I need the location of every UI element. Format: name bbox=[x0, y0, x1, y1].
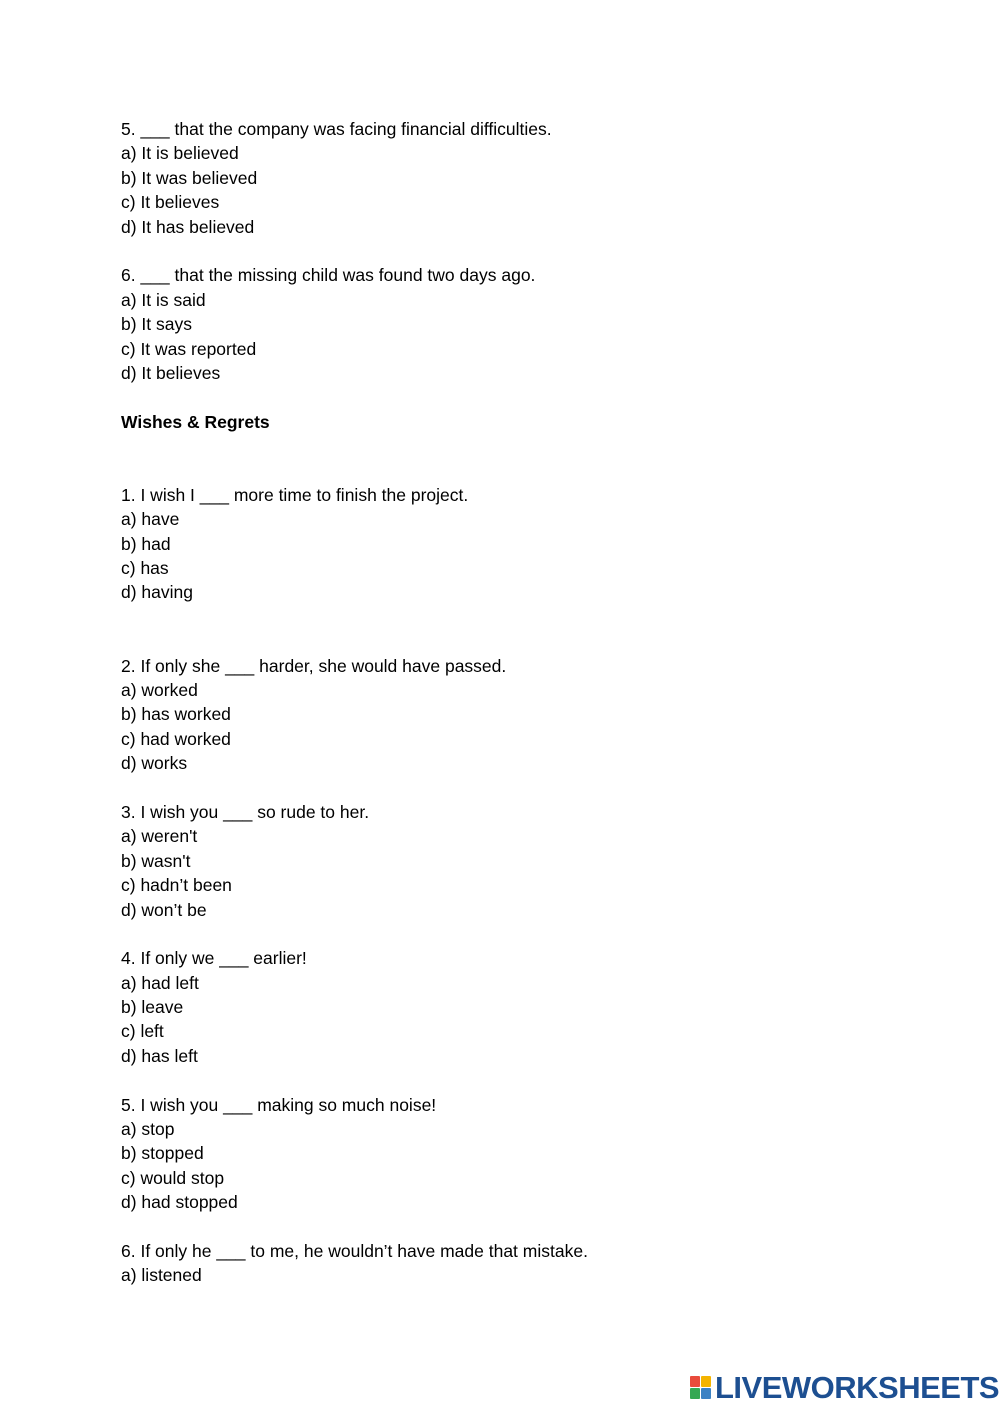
answer-option[interactable]: d) having bbox=[121, 582, 193, 603]
question-block bbox=[121, 946, 941, 1068]
answer-option[interactable]: b) leave bbox=[121, 997, 184, 1018]
answer-option[interactable]: c) hadn’t been bbox=[121, 875, 232, 896]
answer-option[interactable]: d) had stopped bbox=[121, 1192, 238, 1213]
question-text: 4. If only we ___ earlier! bbox=[121, 948, 307, 969]
question-text: 5. I wish you ___ making so much noise! bbox=[121, 1094, 437, 1115]
question-text: 6. ___ that the missing child was found two days ago. bbox=[121, 265, 536, 286]
answer-option[interactable]: d) It has believed bbox=[121, 216, 255, 237]
question-text: 1. I wish I ___ more time to finish the project. bbox=[121, 484, 469, 505]
question-text: 2. If only she ___ harder, she would have passed. bbox=[121, 655, 507, 676]
answer-option[interactable]: c) would stop bbox=[121, 1167, 225, 1188]
answer-option[interactable]: d) won’t be bbox=[121, 899, 207, 920]
question-block bbox=[121, 654, 941, 776]
question-block bbox=[121, 800, 941, 922]
question-block bbox=[121, 483, 941, 605]
answer-option[interactable]: b) had bbox=[121, 533, 171, 554]
answer-option[interactable]: a) stop bbox=[121, 1119, 175, 1140]
answer-option[interactable]: a) It is believed bbox=[121, 143, 239, 164]
answer-option[interactable]: a) listened bbox=[121, 1265, 202, 1286]
answer-option[interactable]: c) left bbox=[121, 1021, 164, 1042]
answer-option[interactable]: c) had worked bbox=[121, 728, 231, 749]
answer-option[interactable]: b) stopped bbox=[121, 1143, 204, 1164]
section-heading: Wishes & Regrets bbox=[121, 411, 270, 432]
question-block bbox=[121, 263, 941, 385]
answer-option[interactable]: d) works bbox=[121, 753, 188, 774]
answer-option[interactable]: b) wasn't bbox=[121, 850, 191, 871]
question-text: 3. I wish you ___ so rude to her. bbox=[121, 801, 370, 822]
worksheet-content bbox=[121, 117, 941, 1288]
logo-text: LIVEWORKSHEETS bbox=[715, 1370, 999, 1405]
liveworksheets-logo bbox=[690, 1372, 999, 1404]
answer-option[interactable]: c) It believes bbox=[121, 192, 220, 213]
question-text: 6. If only he ___ to me, he wouldn’t have made that mistake. bbox=[121, 1241, 588, 1261]
logo-blocks-icon bbox=[690, 1376, 712, 1400]
answer-option[interactable]: a) have bbox=[121, 509, 180, 530]
question-block bbox=[121, 1239, 941, 1288]
question-text: 5. ___ that the company was facing financial difficulties. bbox=[121, 119, 552, 139]
answer-option[interactable]: b) It was believed bbox=[121, 167, 258, 188]
answer-option[interactable]: b) It says bbox=[121, 314, 192, 335]
answer-option[interactable]: a) worked bbox=[121, 680, 198, 701]
answer-option[interactable]: d) It believes bbox=[121, 362, 221, 383]
answer-option[interactable]: b) has worked bbox=[121, 704, 231, 725]
question-block bbox=[121, 1093, 941, 1215]
answer-option[interactable]: c) It was reported bbox=[121, 338, 257, 359]
question-block bbox=[121, 117, 941, 239]
answer-option[interactable]: d) has left bbox=[121, 1045, 198, 1066]
answer-option[interactable]: a) weren't bbox=[121, 826, 198, 847]
answer-option[interactable]: a) It is said bbox=[121, 289, 206, 310]
answer-option[interactable]: a) had left bbox=[121, 972, 199, 993]
answer-option[interactable]: c) has bbox=[121, 558, 169, 579]
